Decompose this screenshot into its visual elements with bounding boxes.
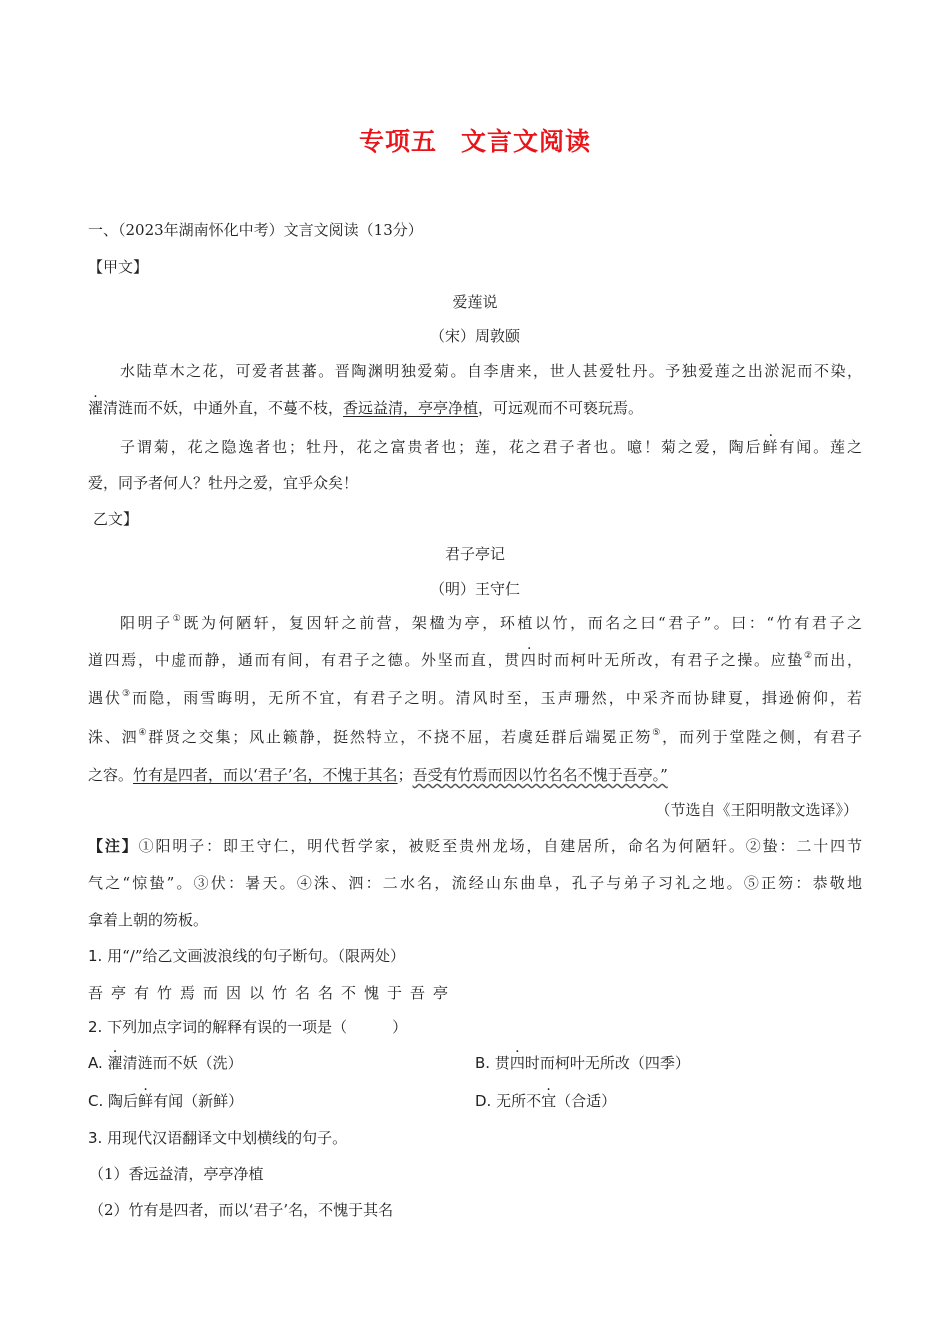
option-label: C. (88, 1092, 104, 1110)
footnote-mark: ② (803, 651, 814, 661)
jia-p2-line2: 爱，同予者何人？牡丹之爱，宜乎众矣！ (88, 474, 359, 492)
yi-text-segment: 阳明子 (120, 614, 173, 632)
option-text: （合适） (556, 1092, 617, 1110)
yi-text-segment: ，而列于堂陛之侧，有君子 (662, 728, 862, 746)
q2-option-c (88, 1091, 243, 1111)
yi-author: （明）王守仁 (429, 580, 520, 598)
q3-sentence-1: （1）香远益清，亭亭净植 (89, 1165, 264, 1183)
footnote-mark: ③ (122, 689, 133, 699)
q2-text: 下列加点字词的解释有误的一项是（ ） (107, 1018, 408, 1036)
q2-number: 2. (88, 1018, 103, 1036)
jia-p1-line2 (88, 398, 862, 418)
dotted-char: 鲜 (762, 438, 780, 456)
option-text: 陶后 (108, 1092, 139, 1110)
q2-option-a (88, 1053, 243, 1073)
yi-text-segment: 而出， (813, 651, 862, 669)
q2-option-d (475, 1091, 616, 1111)
note-line2: 气之“惊蛰”。③伏：暑天。④洙、泗：二水名，流经山东曲阜，孔子与弟子习礼之地。⑤正笏：恭敬地 (88, 874, 862, 892)
yi-text-segment: 洙、泗 (88, 728, 139, 746)
yi-line2 (88, 650, 862, 670)
q1 (88, 946, 405, 966)
q1-text: 用“/”给乙文画波浪线的句子断句。（限两处） (107, 947, 405, 965)
jia-p1-line1: 水陆草木之花，可爱者甚蕃。晋陶渊明独爱菊。自李唐来，世人甚爱牡丹。予独爱莲之出淤泥而不染， (120, 362, 862, 380)
q3-number: 3. (88, 1129, 103, 1147)
jia-label: 【甲文】 (88, 258, 149, 276)
yi-text-segment: 时而柯叶无所改，有君子之操。应蛰 (537, 651, 804, 669)
underlined-sentence-2: 竹有是四者，而以‘君子’名，不愧于其名 (133, 766, 398, 784)
yi-line4 (88, 727, 862, 747)
jia-text-segment: 有闻。莲之 (779, 438, 862, 456)
q3-text: 用现代汉语翻译文中划横线的句子。 (107, 1129, 348, 1147)
q3-sentence-2: （2）竹有是四者，而以‘君子’名，不愧于其名 (89, 1201, 394, 1219)
q2 (88, 1017, 407, 1037)
question-header: 一、（2023年湖南怀化中考）文言文阅读（13分） (88, 221, 423, 239)
yi-title: 君子亭记 (444, 545, 505, 563)
dotted-char: 宜 (541, 1092, 557, 1110)
note-line3: 拿着上朝的笏板。 (88, 911, 209, 929)
jia-p2-line1 (120, 437, 862, 457)
title-part1: 专项五 (358, 127, 437, 156)
yi-text-segment: 遇伏 (88, 689, 123, 707)
yi-line3 (88, 688, 862, 708)
dotted-char: 四 (520, 651, 538, 669)
note-text: ①阳明子：即王守仁，明代哲学家，被贬至贵州龙场，自建居所，命名为何陋轩。②蛰：二十四节 (138, 837, 862, 855)
option-text: 时而柯叶无所改（四季） (524, 1054, 690, 1072)
note-line1 (88, 836, 862, 856)
title-part2: 文言文阅读 (461, 127, 592, 156)
yi-text-segment: 既为何陋轩，复因轩之前营，架楹为亭，环植以竹，而名之曰“君子”。曰：“竹有君子之 (183, 614, 862, 632)
page-title (0, 122, 950, 158)
q3 (88, 1128, 347, 1148)
footnote-mark: ④ (138, 728, 149, 738)
jia-author: （宋）周敦颐 (429, 327, 520, 345)
jia-text-segment: 清涟而不妖，中通外直，不蔓不枝， (103, 399, 344, 417)
yi-source: （节选自《王阳明散文选译》） (655, 801, 858, 819)
dotted-char: 四 (509, 1054, 525, 1072)
dotted-char: 濯 (107, 1054, 123, 1072)
yi-line5 (88, 765, 668, 785)
yi-text-segment: ； (397, 766, 413, 784)
jia-title: 爱莲说 (452, 293, 498, 311)
option-label: D. (475, 1092, 492, 1110)
underlined-sentence-1: 香远益清，亭亭净植 (343, 399, 479, 417)
jia-text-segment: ，可远观而不可亵玩焉。 (478, 399, 644, 417)
yi-text-segment: 群贤之交集；风止籁静，挺然特立，不挠不屈，若虞廷群后端冕正笏 (148, 728, 653, 746)
yi-text-segment: 而隐，雨雪晦明，无所不宜，有君子之明。清风时至，玉声珊然，中采齐而协肆夏，揖逊俯仰，若 (132, 689, 862, 707)
note-label: 【注】 (88, 837, 139, 855)
option-text: 贯 (494, 1054, 510, 1072)
q2-option-b (475, 1053, 690, 1073)
dotted-char: 鲜 (138, 1092, 154, 1110)
yi-text-segment: 道四焉，中虚而静，通而有间，有君子之德。外坚而直，贯 (88, 651, 521, 669)
q1-sentence: 吾亭有竹焉而因以竹名名不愧于吾亭 (88, 984, 457, 1002)
option-text: 有闻（新鲜） (153, 1092, 244, 1110)
option-label: A. (88, 1054, 103, 1072)
footnote-mark: ⑤ (652, 728, 663, 738)
wavy-sentence: 吾受有竹焉而因以竹名名不愧于吾亭。” (412, 766, 668, 784)
option-label: B. (475, 1054, 491, 1072)
option-text: 无所不 (496, 1092, 542, 1110)
jia-text-segment: 子谓菊，花之隐逸者也；牡丹，花之富贵者也；莲，花之君子者也。噫！菊之爱，陶后 (120, 438, 763, 456)
yi-line1 (120, 613, 862, 633)
dotted-char: 濯 (88, 399, 104, 417)
option-text: 清涟而不妖（洗） (122, 1054, 243, 1072)
footnote-mark: ① (172, 614, 184, 624)
yi-label: 乙文】 (93, 510, 139, 528)
yi-text-segment: 之容。 (88, 766, 134, 784)
q1-number: 1. (88, 947, 103, 965)
